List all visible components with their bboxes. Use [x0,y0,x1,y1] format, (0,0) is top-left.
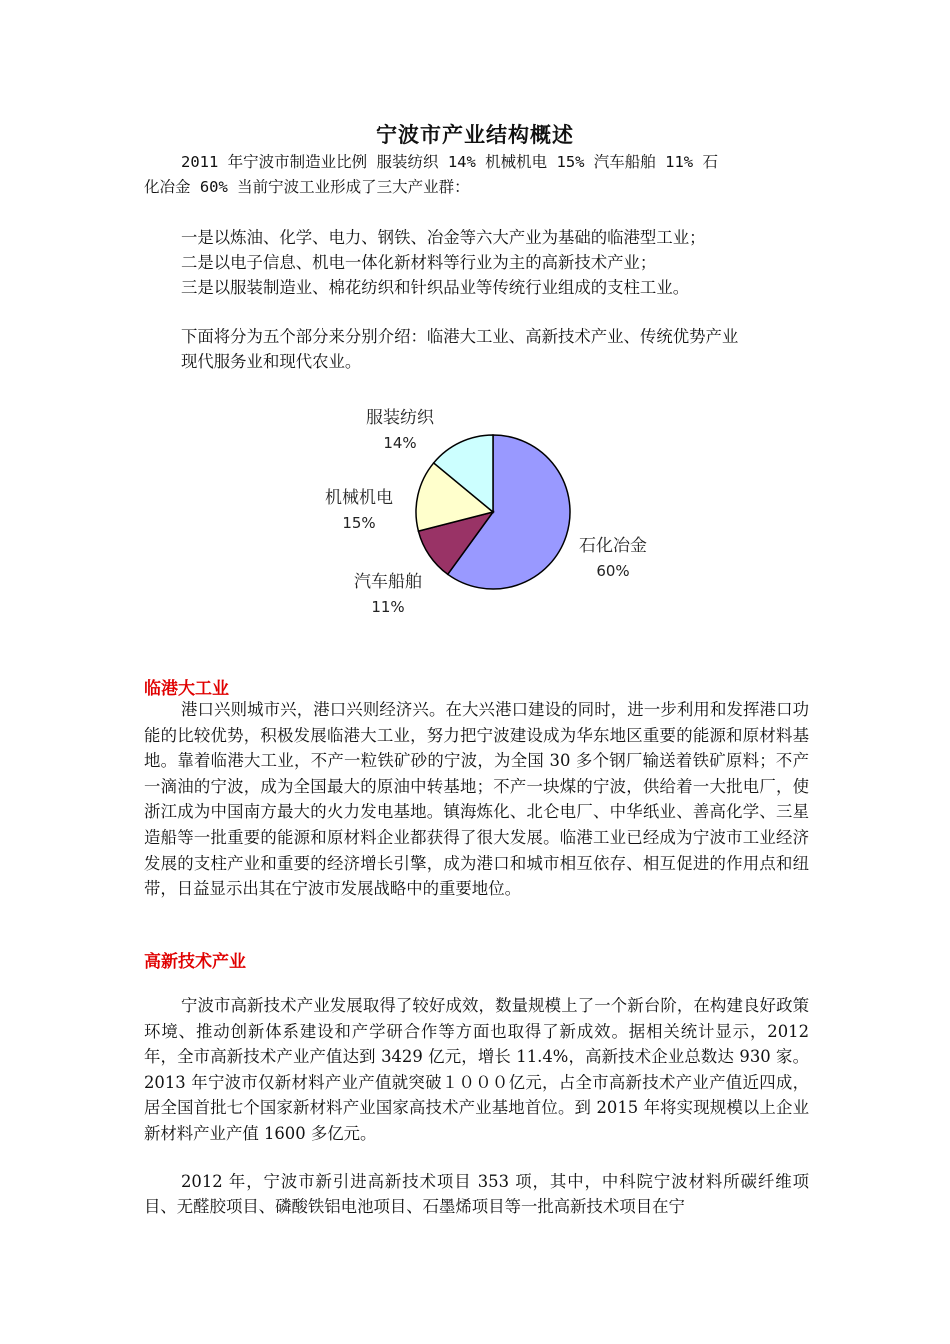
cluster-item-1: 一是以炼油、化学、电力、钢铁、冶金等六大产业为基础的临港型工业； [181,228,706,247]
section-heading-high-tech: 高新技术产业 [144,952,246,972]
slice-label: 石化冶金 [579,536,647,556]
intro-line-1: 2011 年宁波市制造业比例 服装纺织 14% 机械机电 15% 汽车船舶 11% 石 [181,153,718,171]
industry-pie-chart [300,385,680,625]
page-title: 宁波市产业结构概述 [376,123,574,147]
cluster-item-3: 三是以服装制造业、棉花纺织和针织品业等传统行业组成的支柱工业。 [181,278,690,297]
slice-label: 汽车船舶 [354,572,422,592]
paragraph: 2012 年，宁波市新引进高新技术项目 353 项，其中，中科院宁波材料所碳纤维项目、无醛胶项目、磷酸铁铝电池项目、石墨烯项目等一批高新技术项目在宁 [144,1171,809,1217]
intro-line-2: 化冶金 60% 当前宁波工业形成了三大产业群： [144,178,470,196]
slice-value-label: 15% [342,514,376,532]
slice-value-label: 11% [371,598,405,616]
slice-value-label: 14% [383,434,417,452]
overview-line-2: 现代服务业和现代农业。 [181,352,362,371]
slice-value-label: 60% [596,562,630,580]
section-high-tech-body [144,993,809,1220]
section-heading-port-industry: 临港大工业 [144,679,229,699]
paragraph: 港口兴则城市兴，港口兴则经济兴。在大兴港口建设的同时，进一步利用和发挥港口功能的比较优势，积极发展临港大工业，努力把宁波建设成为华东地区重要的能源和原材料基地。靠着临港大工业，不产一粒铁矿砂的宁波，为全国 30 多个钢厂输送着铁矿原料；不产一滴油的宁波，成为全国最大的原油中转基地；不产一块煤的宁波，供给着一大批电厂，使浙江成为中国南方最大的火力发电基地。镇海炼化、北仑电厂、中华纸业、善高化学、三星造船等一批重要的能源和原材料企业都获得了很大发展。临港工业已经成为宁波市工业经济发展的支柱产业和重要的经济增长引擎，成为港口和城市相互依存、相互促进的作用点和纽带，日益显示出其在宁波市发展战略中的重要地位。 [144,700,809,899]
section-port-industry-body [144,697,809,902]
cluster-item-2: 二是以电子信息、机电一体化新材料等行业为主的高新技术产业； [181,253,657,272]
slice-label: 服装纺织 [366,408,434,428]
overview-line-1: 下面将分为五个部分来分别介绍：临港大工业、高新技术产业、传统优势产业 [181,327,739,346]
slice-label: 机械机电 [325,488,393,508]
paragraph: 宁波市高新技术产业发展取得了较好成效，数量规模上了一个新台阶，在构建良好政策环境、推动创新体系建设和产学研合作等方面也取得了新成效。据相关统计显示，2012 年，全市高新技术产业产值达到 3429 亿元，增长 11.4%，高新技术企业总数达 930 家。2013 年宁波市仅新材料产业产值就突破１０００亿元，占全市高新技术产业产值近四成，居全国首批七个国家新材料产业国家高技术产业基地首位。到 2015 年将实现规模以上企业新材料产业产值 1600 多亿元。 [144,996,809,1143]
